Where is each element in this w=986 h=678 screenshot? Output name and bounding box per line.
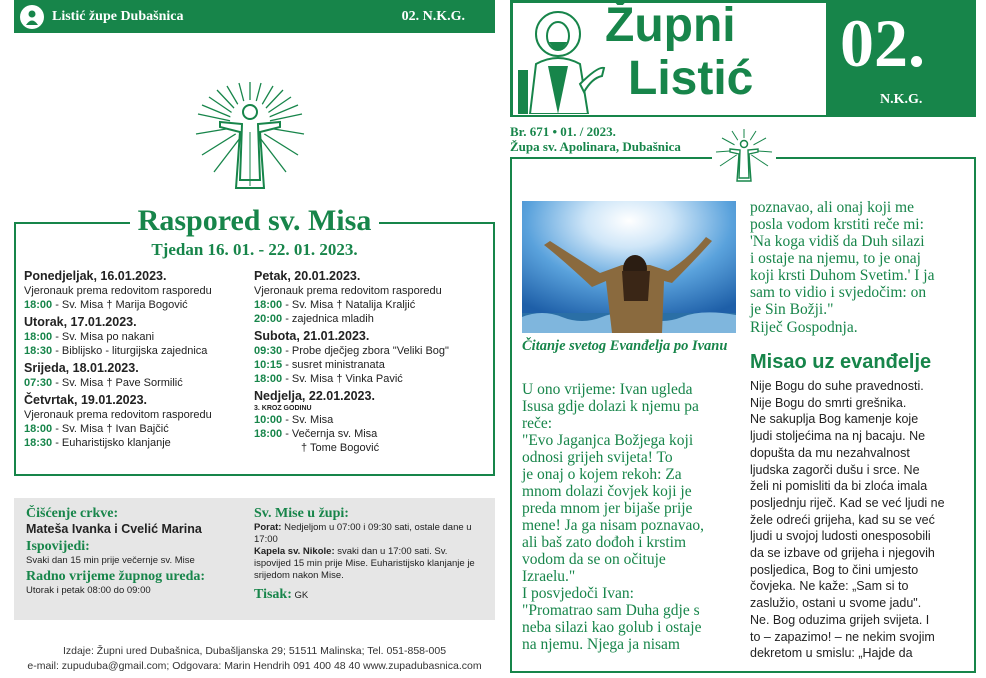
schedule-title-wrap [14,204,495,238]
gospel-line: "Evo Jaganjca Božjega koji [522,432,694,449]
schedule-day-heading: Utorak, 17.01.2023. [24,315,137,329]
gospel-line: neba silazi kao golub i ostaje [522,619,702,636]
reflection-line: ljudska zagorči dušu i srce. Ne [750,462,920,477]
gospel-line: koji krsti Duhom Svetim.' I ja [750,267,935,284]
schedule-entry-text: - Sv. Misa † Pave Sormilić [52,377,183,389]
gospel-heading: Čitanje svetog Evanđelja po Ivanu [522,338,728,354]
reflection-line: to – zapazimo! – ne nekim svojim [750,629,935,644]
schedule-entry-text: Vjeronauk prema redovitom rasporedu [24,409,212,421]
baptism-photo [522,201,736,333]
schedule-right-column [254,267,490,457]
schedule-entry [24,298,252,312]
schedule-entry-time: 10:00 [254,414,283,426]
schedule-entry [24,436,252,450]
schedule-day-heading: Ponedjeljak, 16.01.2023. [24,269,167,283]
schedule-entry-time: 07:30 [24,377,53,389]
schedule-day [24,392,252,450]
reflection-line: Nije Bogu do suhe pravednosti. [750,379,924,393]
reflection-line: zaslužio, ostani u svome jadu". [750,596,922,611]
gospel-line: mnom dolazi čovjek koji je [522,483,692,500]
reflection-line: Nije Bogu do smrti grešnika. [750,395,907,410]
gospel-line: je Sin Božji." [750,301,834,318]
schedule-entry [254,441,490,455]
tisak-text: GK [291,590,309,601]
confession-text: Svaki dan 15 min prije večernje sv. Mise [26,555,195,566]
gospel-line: je onaj o kojem rekoh: Za [522,466,682,483]
schedule-entry-text: - Biblijsko - liturgijska zajednica [52,345,208,357]
schedule-entry [254,413,490,427]
schedule-entry-text: - Sv. Misa † Marija Bogović [52,299,188,311]
schedule-entry [254,312,490,326]
schedule-entry-time: 18:00 [254,428,283,440]
schedule-day [254,268,490,326]
schedule-entry-time: 18:00 [24,299,53,311]
gospel-line: odnosi grijeh svijeta! To [522,449,673,466]
schedule-entry [24,376,252,390]
schedule-day [24,268,252,312]
schedule-entry [24,284,252,298]
risen-christ-icon [180,80,320,195]
schedule-entry [254,372,490,386]
schedule-title: Raspored sv. Misa [130,204,380,237]
footer-line2: e-mail: zupuduba@gmail.com; Odgovara: Marin Hendrih 091 400 48 40 www.zupadubasnica.com [27,660,482,672]
schedule-subtitle: Tjedan 16. 01. - 22. 01. 2023. [151,240,358,259]
reflection-line: posljedica, Bog to čini umjesto [750,562,919,577]
reflection-line: žele odreći grijeha, kad su se već [750,512,935,527]
schedule-entry-time: 20:00 [254,313,283,325]
saint-logo-icon [20,5,44,29]
gospel-line: vodom da se on očituje [522,551,666,568]
gospel-closing: Riječ Gospodnja. [750,319,858,336]
schedule-entry-text: - zajednica mladih [282,313,374,325]
schedule-entry-time: 18:00 [254,299,283,311]
reflection-heading: Misao uz evanđelje [750,351,932,373]
schedule-day-heading: Nedjelja, 22.01.2023. [254,389,375,403]
schedule-day [254,328,490,386]
cleaning-heading: Čišćenje crkve: [26,506,119,521]
reflection-line: dekretom u smislu: „Hajde da [750,646,913,661]
footer [14,644,495,674]
schedule-entry [24,422,252,436]
masses-heading: Sv. Mise u župi: [254,506,349,521]
gospel-line: poznavao, ali onaj koji me [750,199,914,216]
schedule-day-subtitle: 3. KROZ GODINU [254,405,312,412]
schedule-entry-time: 18:00 [254,373,283,385]
gospel-line: 'Na koga vidiš da Duh silazi [750,233,925,250]
footer-line1: Izdaje: Župni ured Dubašnica, Dubašljanska 29; 51511 Malinska; Tel. 051-858-005 [62,645,447,657]
schedule-entry-text: - susret ministranata [282,359,385,371]
schedule-entry-text: - Sv. Misa po nakani [52,331,155,343]
schedule-entry-time: 18:00 [24,423,53,435]
gospel-line: reče: [522,415,553,432]
cleaning-names: Mateša Ivanka i Cvelić Marina [26,522,202,536]
info-box [14,498,495,620]
schedule-entry-text: Vjeronauk prema redovitom rasporedu [254,285,442,297]
schedule-entry-text: - Sv. Misa † Vinka Pavić [282,373,403,385]
gospel-line: ali baš zato dođoh i krstim [522,534,687,551]
issue-line2: Župa sv. Apolinara, Dubašnica [510,139,681,154]
masthead-nkg: N.K.G. [880,92,923,107]
schedule-day-heading: Srijeda, 18.01.2023. [24,361,139,375]
reflection-line: dopušta da mu nezahvalnost [750,445,910,460]
schedule-day [24,314,252,358]
schedule-entry [254,358,490,372]
schedule-day [254,388,490,455]
reflection-line: želi ni pomisliti da bi zloća imala [750,479,928,494]
left-header-number: 02. N.K.G. [401,8,465,24]
reflection-line: Ne. Bog oduzima grijeh svijeta. I [750,612,930,627]
schedule-entry-text: - Probe dječjeg zbora "Veliki Bog" [282,345,449,357]
schedule-entry [254,427,490,441]
gospel-text-left [522,381,736,653]
kapela-label: Kapela sv. Nikole: [254,546,335,557]
schedule-day [24,360,252,390]
small-risen-christ-icon [712,128,776,182]
schedule-entry-text: - Sv. Misa † Natalija Kraljić [282,299,416,311]
schedule-entry-time: 18:00 [24,331,53,343]
gospel-line: na njemu. Njega ja nisam [522,636,680,653]
schedule-day-heading: Četvrtak, 19.01.2023. [24,393,148,407]
schedule-entry [24,330,252,344]
schedule-entry-time: 18:30 [24,437,53,449]
reflection-line: Ne sakuplja Bog kamenje koje [750,412,919,427]
schedule-entry-text: † Tome Bogović [301,442,380,454]
reflection-line: posljednju riječ. Kad se već ljudi ne [750,495,945,510]
gospel-line: I posvjedoči Ivan: [522,585,634,602]
masthead-title-line1: Župni [605,0,736,52]
schedule-entry-text: - Večernja sv. Misa [282,428,378,440]
gospel-line: mene! Ja ga nisam poznavao, [522,517,705,534]
masthead-number: 02. [840,5,925,81]
schedule-day-heading: Subota, 21.01.2023. [254,329,370,343]
left-page-header [14,0,495,33]
gospel-line: preda mnom jer bijaše prije [522,500,693,517]
left-header-title: Listić župe Dubašnica [52,8,184,24]
reflection-line: ljudi stoljećima na nj bacaju. Ne [750,429,926,444]
reflection-line: čovjeka. Ne kaže: „Sam si to [750,579,909,594]
porat-label: Porat: [254,522,282,533]
issue-line1: Br. 671 • 01. / 2023. [510,124,616,139]
gospel-line: sam to vidio i svjedočim: on [750,284,927,301]
schedule-entry [254,298,490,312]
gospel-text-right [750,199,970,318]
schedule-entry-text: Vjeronauk prema redovitom rasporedu [24,285,212,297]
gospel-line: "Promatrao sam Duha gdje s [522,602,700,619]
gospel-line: i ostaje na njemu, to je onaj [750,250,921,267]
schedule-day-heading: Petak, 20.01.2023. [254,269,361,283]
schedule-entry-text: - Sv. Misa † Ivan Bajčić [52,423,169,435]
masthead-title-line2: Listić [628,52,754,105]
gospel-line: Izraelu." [522,568,576,585]
office-text: Utorak i petak 08:00 do 09:00 [26,585,151,596]
schedule-entry [24,408,252,422]
saint-apolinar-icon [518,6,608,114]
reflection-text [750,378,972,662]
schedule-entry [254,284,490,298]
gospel-line: posla vodom krstiti reče mi: [750,216,924,233]
kapela-text: svaki dan u 17:00 sati. Sv. ispovijed 15 min prije Mise. Euharistijsko klanjanje je srijedom nakon Mise. [254,546,475,581]
confession-heading: Ispovijedi: [26,539,90,554]
schedule-entry-text: - Euharistijsko klanjanje [52,437,171,449]
gospel-line: U ono vrijeme: Ivan ugleda [522,381,693,398]
schedule-left-column [24,267,252,452]
tisak-label: Tisak: [254,587,292,602]
reflection-line: da se izbave od grijeha i njegovih [750,546,935,561]
reflection-line: ljudi u svojoj ludosti onesposobili [750,529,931,544]
schedule-entry-time: 10:15 [254,359,283,371]
schedule-entry-time: 09:30 [254,345,283,357]
schedule-entry-time: 18:30 [24,345,53,357]
schedule-entry-text: - Sv. Misa [282,414,334,426]
office-heading: Radno vrijeme župnog ureda: [26,569,206,584]
porat-text: Nedjeljom u 07:00 i 09:30 sati, ostale dane u 17:00 [254,522,472,545]
schedule-entry [24,344,252,358]
issue-info [510,124,681,154]
gospel-line: Isusa gdje dolazi k njemu pa [522,398,699,415]
schedule-entry [254,344,490,358]
